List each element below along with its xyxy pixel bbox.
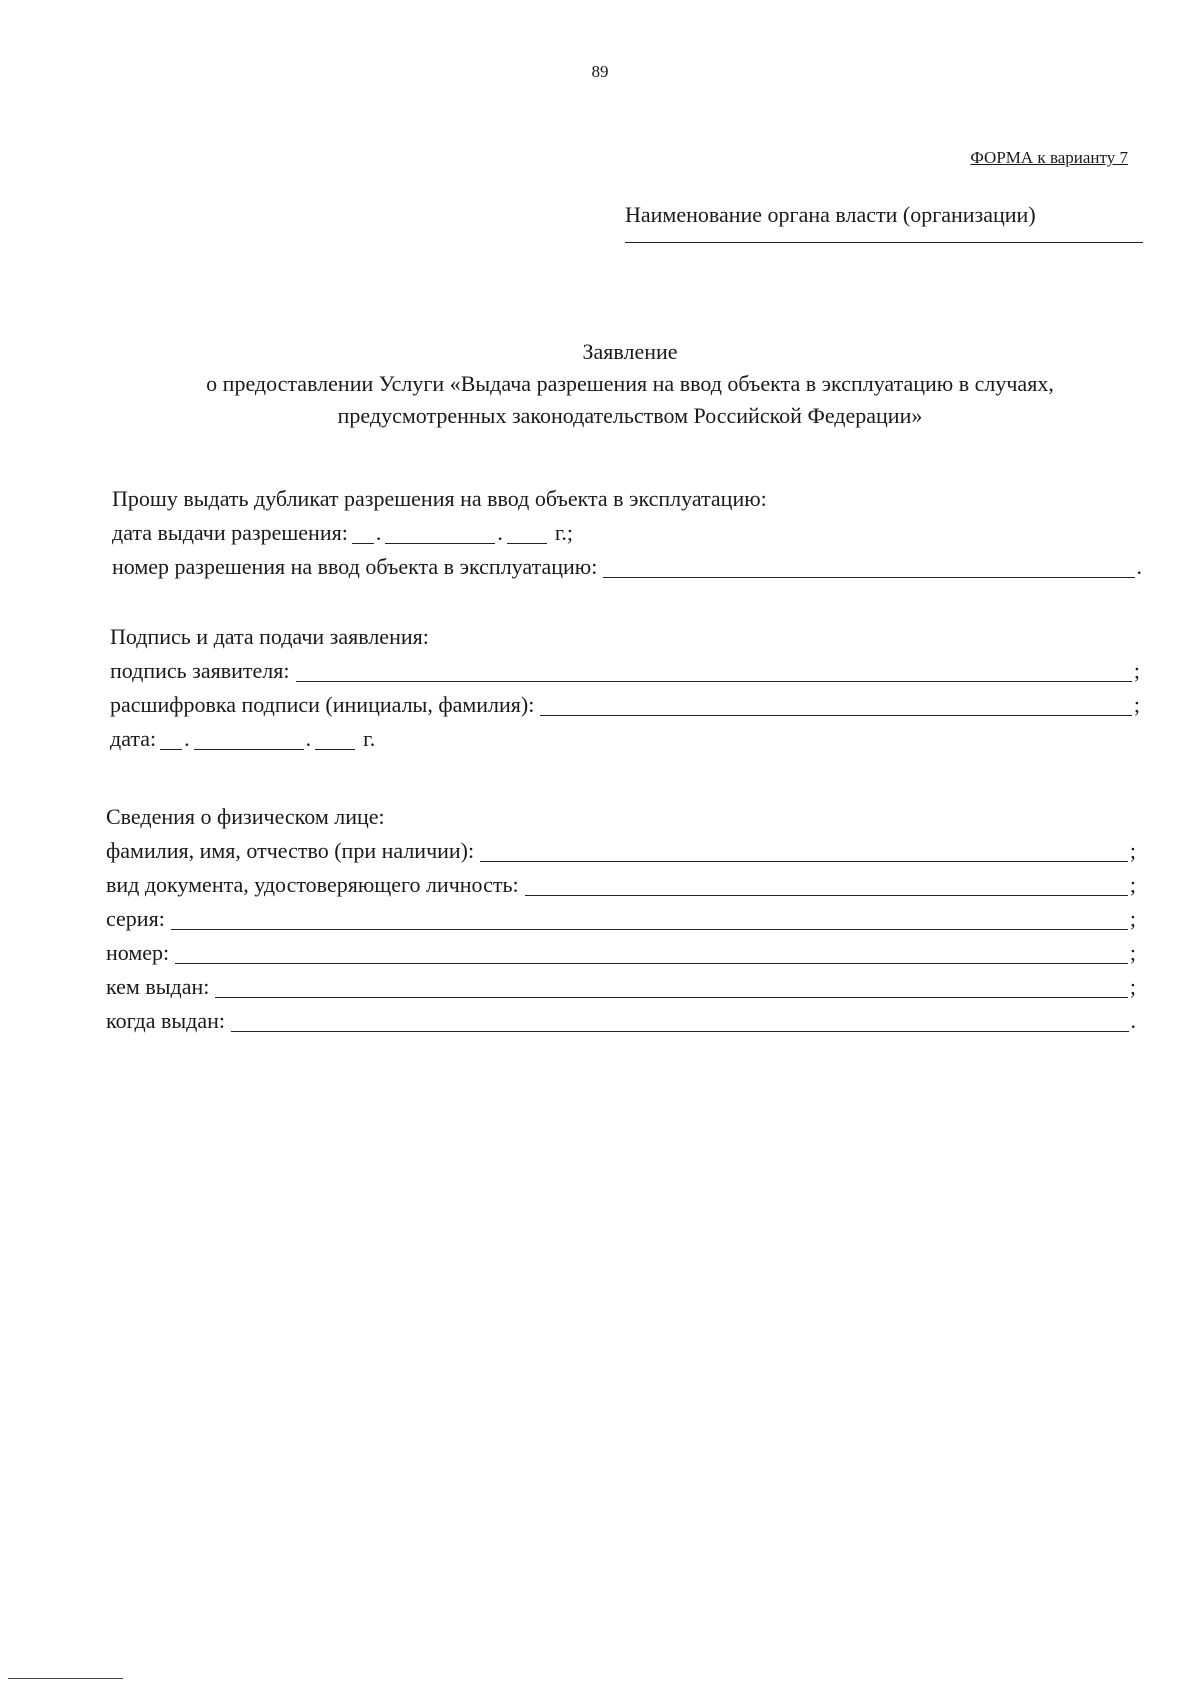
full-name-field[interactable]: [480, 839, 1128, 862]
issue-date-row: [112, 516, 1142, 550]
full-name-row: [106, 834, 1136, 868]
person-heading: [106, 800, 1136, 834]
series-label: серия:: [106, 906, 165, 931]
signature-heading-text: Подпись и дата подачи заявления:: [110, 624, 429, 649]
permit-number-row: [112, 550, 1142, 584]
line-end-mark: ;: [1129, 838, 1136, 863]
submission-date-row: [110, 722, 1140, 756]
document-title: [130, 336, 1130, 432]
issued-by-field[interactable]: [215, 975, 1128, 998]
signature-decoding-label: расшифровка подписи (инициалы, фамилия):: [110, 692, 535, 717]
year-suffix: г.;: [554, 520, 573, 545]
signature-section: [110, 620, 1140, 756]
permit-number-field[interactable]: [603, 555, 1134, 578]
page-number: 89: [591, 62, 609, 81]
issued-when-row: [106, 1004, 1136, 1038]
duplicate-heading-text: Прошу выдать дубликат разрешения на ввод объекта в эксплуатацию:: [112, 486, 767, 511]
submission-year-field[interactable]: [315, 727, 355, 750]
series-row: [106, 902, 1136, 936]
submission-day-field[interactable]: [160, 727, 182, 750]
line-end-mark: ;: [1129, 940, 1136, 965]
submission-date-label: дата:: [110, 726, 157, 751]
form-variant-label: ФОРМА к варианту 7: [970, 148, 1128, 167]
series-field[interactable]: [171, 907, 1128, 930]
line-end-mark: ;: [1133, 658, 1140, 683]
year-suffix: г.: [363, 726, 376, 751]
applicant-signature-field[interactable]: [296, 659, 1132, 682]
issue-month-field[interactable]: [385, 521, 495, 544]
issue-day-field[interactable]: [352, 521, 374, 544]
date-separator: .: [375, 520, 382, 545]
line-end-mark: ;: [1129, 974, 1136, 999]
signature-decoding-row: [110, 688, 1140, 722]
organization-name-field[interactable]: [625, 242, 1143, 243]
line-end-mark: .: [1130, 1008, 1136, 1033]
signature-heading: [110, 620, 1140, 654]
date-separator: .: [305, 726, 312, 751]
number-label: номер:: [106, 940, 170, 965]
issued-by-row: [106, 970, 1136, 1004]
id-document-label: вид документа, удостоверяющего личность:: [106, 872, 519, 897]
submission-month-field[interactable]: [194, 727, 304, 750]
title-line-1: Заявление: [582, 339, 678, 364]
organization-block: [625, 202, 1145, 243]
applicant-signature-row: [110, 654, 1140, 688]
id-document-row: [106, 868, 1136, 902]
line-end-mark: .: [1136, 554, 1142, 579]
signature-decoding-field[interactable]: [540, 693, 1132, 716]
line-end-mark: ;: [1129, 872, 1136, 897]
duplicate-heading: [112, 482, 1142, 516]
applicant-signature-label: подпись заявителя:: [110, 658, 290, 683]
line-end-mark: ;: [1129, 906, 1136, 931]
full-name-label: фамилия, имя, отчество (при наличии):: [106, 838, 475, 863]
person-heading-text: Сведения о физическом лице:: [106, 804, 385, 829]
issued-when-label: когда выдан:: [106, 1008, 225, 1033]
permit-number-label: номер разрешения на ввод объекта в эксплуатацию:: [112, 554, 598, 579]
issue-year-field[interactable]: [507, 521, 547, 544]
issued-when-field[interactable]: [231, 1009, 1129, 1032]
number-field[interactable]: [175, 941, 1128, 964]
title-line-3: предусмотренных законодательством Российской Федерации»: [337, 403, 923, 428]
duplicate-request-section: [112, 482, 1142, 584]
id-document-field[interactable]: [525, 873, 1128, 896]
line-end-mark: ;: [1133, 692, 1140, 717]
date-separator: .: [497, 520, 503, 545]
number-row: [106, 936, 1136, 970]
title-line-2: о предоставлении Услуги «Выдача разрешения на ввод объекта в эксплуатацию в случаях,: [206, 371, 1054, 396]
footer-rule: [8, 1678, 123, 1679]
issued-by-label: кем выдан:: [106, 974, 210, 999]
person-details-section: [106, 800, 1136, 1038]
issue-date-label: дата выдачи разрешения:: [112, 520, 348, 545]
date-separator: .: [184, 726, 190, 751]
organization-label: Наименование органа власти (организации): [625, 202, 1036, 227]
